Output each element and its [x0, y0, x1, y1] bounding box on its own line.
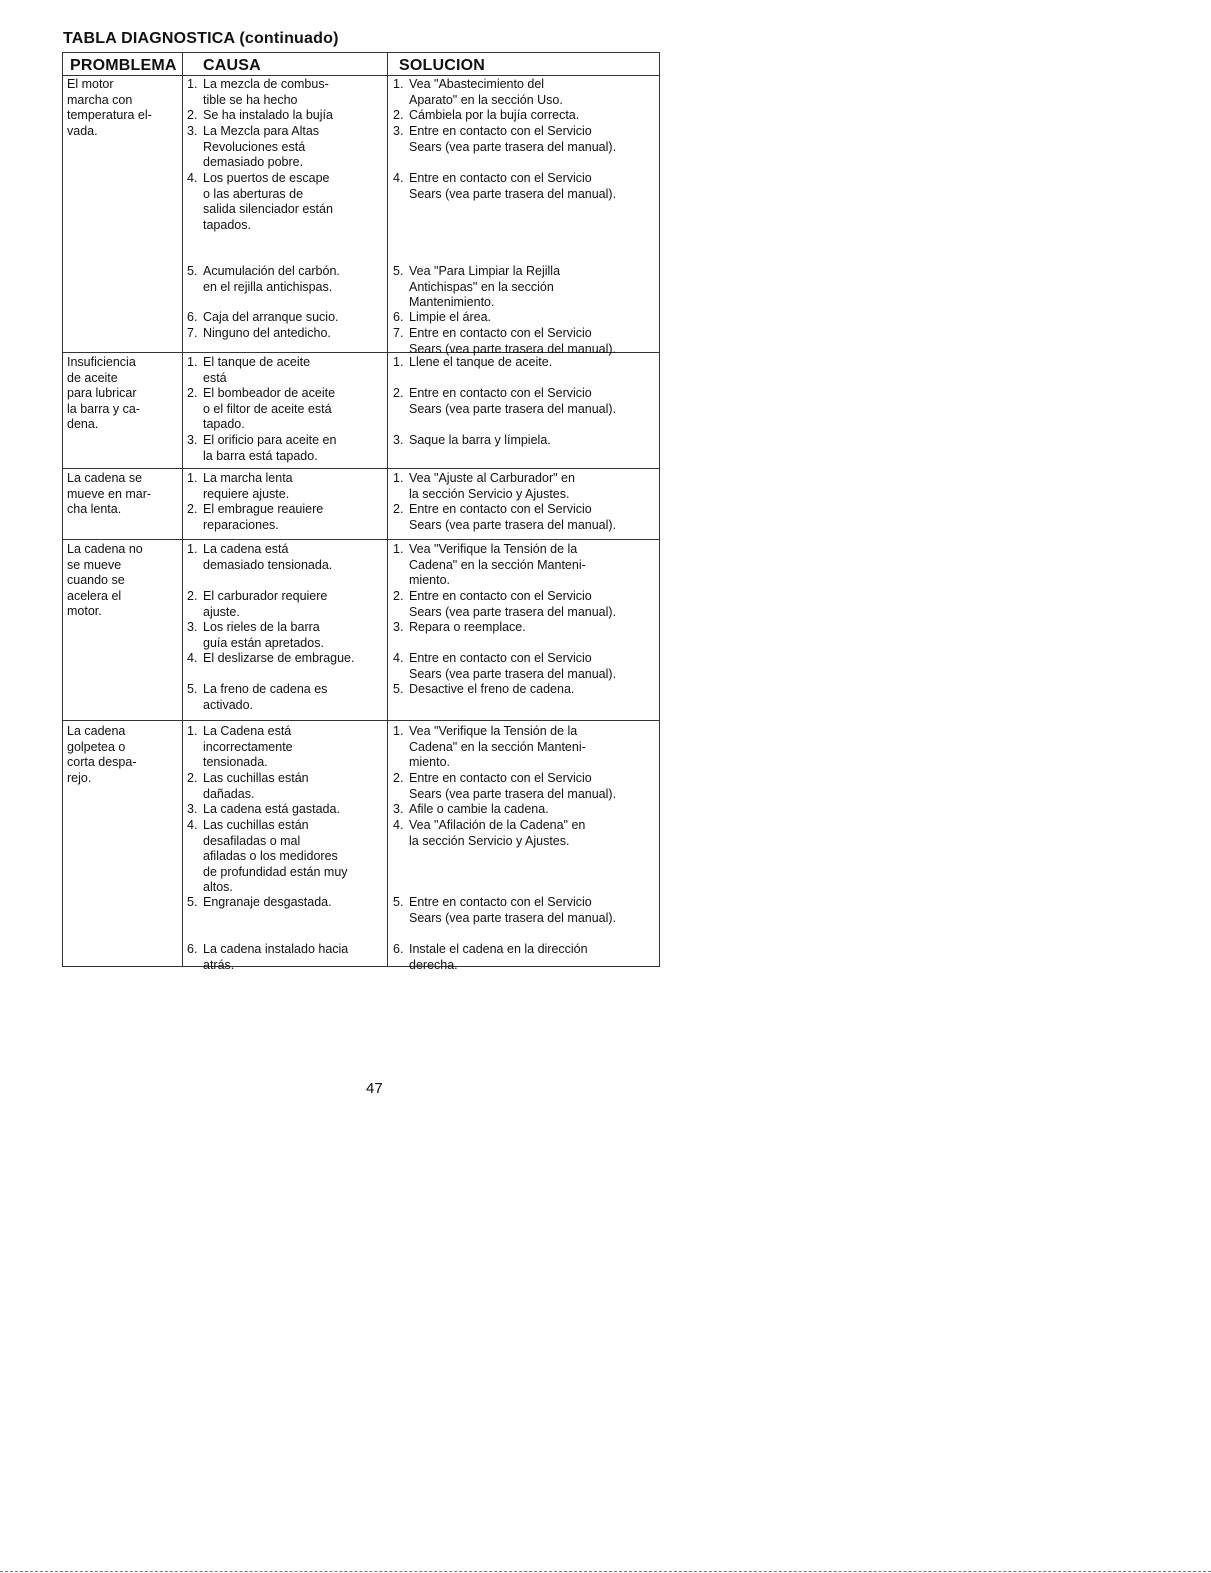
- item-text: Afile o cambie la cadena.: [409, 802, 549, 816]
- item-text: Vea "Verifique la Tensión de la Cadena" en la sección Manteni- miento.: [409, 724, 586, 770]
- cause-item: [187, 802, 391, 818]
- solution-item: [393, 818, 657, 849]
- item-number: 4.: [393, 651, 404, 665]
- item-number: 1.: [393, 355, 404, 369]
- item-number: 6.: [393, 310, 404, 324]
- cause-item: [187, 818, 391, 896]
- item-text: Desactive el freno de cadena.: [409, 682, 575, 696]
- solution-item: [393, 502, 657, 533]
- item-number: 4.: [393, 171, 404, 185]
- item-number: 1.: [187, 724, 198, 738]
- item-text: Entre en contacto con el Servicio Sears (vea parte trasera del manual).: [409, 771, 617, 801]
- solution-item: [393, 326, 657, 357]
- item-text: Los rieles de la barra guía están apretados.: [203, 620, 324, 650]
- item-text: Las cuchillas están dañadas.: [203, 771, 309, 801]
- item-number: 6.: [187, 942, 198, 956]
- row-divider-3: [63, 539, 659, 540]
- item-text: Repara o reemplace.: [409, 620, 526, 634]
- item-number: 1.: [187, 355, 198, 369]
- item-number: 7.: [393, 326, 404, 340]
- item-text: El bombeador de aceite o el filtor de aceite está tapado.: [203, 386, 336, 432]
- item-number: 1.: [393, 471, 404, 485]
- item-text: Las cuchillas están desafiladas o mal afiladas o los medidores de profundidad están muy altos.: [203, 818, 348, 895]
- cause-item: [187, 502, 391, 533]
- cause-item: [187, 682, 391, 713]
- item-number: 2.: [187, 502, 198, 516]
- cause-item: [187, 724, 391, 771]
- item-number: 5.: [393, 682, 404, 696]
- solution-item: [393, 124, 657, 155]
- problem-cell: La cadena no se mueve cuando se acelera el motor.: [67, 542, 143, 619]
- item-number: 5.: [393, 895, 404, 909]
- item-number: 1.: [393, 542, 404, 556]
- item-text: El carburador requiere ajuste.: [203, 589, 328, 619]
- item-number: 2.: [393, 502, 404, 516]
- cause-item: [187, 77, 391, 108]
- cause-item: [187, 326, 391, 342]
- row-divider-2: [63, 468, 659, 469]
- item-number: 5.: [187, 264, 198, 278]
- header-problem: PROMBLEMA: [70, 57, 177, 74]
- problem-cell: Insuficiencia de aceite para lubricar la barra y ca- dena.: [67, 355, 140, 432]
- item-text: La Mezcla para Altas Revoluciones está demasiado pobre.: [203, 124, 320, 170]
- solution-item: [393, 471, 657, 502]
- item-number: 2.: [187, 771, 198, 785]
- item-text: Vea "Ajuste al Carburador" en la sección Servicio y Ajustes.: [409, 471, 575, 501]
- item-number: 3.: [393, 802, 404, 816]
- cause-item: [187, 264, 391, 295]
- item-text: Entre en contacto con el Servicio Sears (vea parte trasera del manual).: [409, 124, 617, 154]
- item-number: 1.: [393, 77, 404, 91]
- header-cause: CAUSA: [203, 57, 261, 74]
- item-number: 3.: [187, 802, 198, 816]
- item-number: 4.: [187, 651, 198, 665]
- item-number: 1.: [187, 542, 198, 556]
- cause-item: [187, 620, 391, 651]
- solution-item: [393, 433, 657, 449]
- cause-item: [187, 471, 391, 502]
- solution-item: [393, 771, 657, 802]
- item-number: 6.: [393, 942, 404, 956]
- item-text: Llene el tanque de aceite.: [409, 355, 553, 369]
- item-number: 1.: [187, 77, 198, 91]
- item-text: Entre en contacto con el Servicio Sears (vea parte trasera del manual).: [409, 326, 617, 356]
- solution-item: [393, 620, 657, 636]
- cause-item: [187, 171, 391, 233]
- item-number: 2.: [393, 589, 404, 603]
- item-text: La cadena instalado hacia atrás.: [203, 942, 349, 972]
- item-text: La cadena está gastada.: [203, 802, 340, 816]
- item-text: La cadena está demasiado tensionada.: [203, 542, 333, 572]
- item-number: 1.: [393, 724, 404, 738]
- page-title: TABLA DIAGNOSTICA (continuado): [63, 30, 339, 47]
- solution-item: [393, 724, 657, 771]
- item-number: 6.: [187, 310, 198, 324]
- column-divider-problem-cause: [182, 53, 183, 966]
- item-text: Los puertos de escape o las aberturas de salida silenciador están tapados.: [203, 171, 333, 232]
- item-text: Vea "Para Limpiar la Rejilla Antichispas" en la sección Mantenimiento.: [409, 264, 561, 310]
- cause-item: [187, 355, 391, 386]
- cause-item: [187, 942, 391, 973]
- item-number: 3.: [393, 124, 404, 138]
- cause-item: [187, 310, 391, 326]
- cause-item: [187, 108, 391, 124]
- item-number: 1.: [187, 471, 198, 485]
- item-text: El tanque de aceite está: [203, 355, 311, 385]
- cause-item: [187, 433, 391, 464]
- item-text: Cámbiela por la bujía correcta.: [409, 108, 580, 122]
- item-text: Ninguno del antedicho.: [203, 326, 331, 340]
- solution-item: [393, 355, 657, 371]
- solution-item: [393, 108, 657, 124]
- item-number: 2.: [187, 589, 198, 603]
- solution-item: [393, 589, 657, 620]
- item-number: 5.: [187, 895, 198, 909]
- item-number: 7.: [187, 326, 198, 340]
- problem-cell: La cadena se mueve en mar- cha lenta.: [67, 471, 152, 517]
- diagnostic-table: [62, 52, 660, 972]
- item-text: El deslizarse de embrague.: [203, 651, 355, 665]
- item-number: 4.: [187, 171, 198, 185]
- item-text: Vea "Abastecimiento del Aparato" en la sección Uso.: [409, 77, 563, 107]
- item-number: 3.: [187, 433, 198, 447]
- item-text: Instale el cadena en la dirección derecha.: [409, 942, 588, 972]
- item-number: 2.: [393, 386, 404, 400]
- cause-item: [187, 542, 391, 573]
- cause-item: [187, 589, 391, 620]
- solution-item: [393, 802, 657, 818]
- solution-item: [393, 77, 657, 108]
- row-divider-4: [63, 720, 659, 721]
- cause-item: [187, 895, 391, 911]
- page-number: 47: [366, 1080, 383, 1097]
- item-text: Acumulación del carbón. en el rejilla antichispas.: [203, 264, 340, 294]
- solution-item: [393, 264, 657, 311]
- solution-item: [393, 651, 657, 682]
- item-text: Se ha instalado la bujía: [203, 108, 333, 122]
- item-text: La freno de cadena es activado.: [203, 682, 328, 712]
- item-text: Saque la barra y límpiela.: [409, 433, 551, 447]
- cause-item: [187, 771, 391, 802]
- item-text: La Cadena está incorrectamente tensionada.: [203, 724, 293, 770]
- item-number: 2.: [187, 108, 198, 122]
- item-text: El orificio para aceite en la barra está tapado.: [203, 433, 337, 463]
- item-text: Limpie el área.: [409, 310, 491, 324]
- item-number: 4.: [187, 818, 198, 832]
- item-text: Entre en contacto con el Servicio Sears (vea parte trasera del manual).: [409, 895, 617, 925]
- solution-item: [393, 310, 657, 326]
- header-divider: [63, 75, 659, 76]
- item-number: 5.: [187, 682, 198, 696]
- solution-item: [393, 171, 657, 202]
- item-text: Entre en contacto con el Servicio Sears (vea parte trasera del manual).: [409, 589, 617, 619]
- item-number: 2.: [393, 108, 404, 122]
- item-text: Caja del arranque sucio.: [203, 310, 339, 324]
- item-text: La mezcla de combus- tible se ha hecho: [203, 77, 329, 107]
- solution-item: [393, 386, 657, 417]
- item-number: 3.: [187, 620, 198, 634]
- item-number: 3.: [393, 620, 404, 634]
- problem-cell: La cadena golpetea o corta despa- rejo.: [67, 724, 137, 785]
- problem-cell: El motor marcha con temperatura el- vada.: [67, 77, 152, 138]
- solution-item: [393, 682, 657, 698]
- solution-item: [393, 542, 657, 589]
- item-number: 4.: [393, 818, 404, 832]
- item-number: 3.: [187, 124, 198, 138]
- item-text: Entre en contacto con el Servicio Sears (vea parte trasera del manual).: [409, 651, 617, 681]
- item-text: El embrague reauiere reparaciones.: [203, 502, 324, 532]
- cause-item: [187, 651, 391, 667]
- item-text: Engranaje desgastada.: [203, 895, 332, 909]
- item-text: Entre en contacto con el Servicio Sears (vea parte trasera del manual).: [409, 171, 617, 201]
- item-text: Vea "Afilación de la Cadena" en la sección Servicio y Ajustes.: [409, 818, 586, 848]
- cause-item: [187, 386, 391, 433]
- item-text: Vea "Verifique la Tensión de la Cadena" en la sección Manteni- miento.: [409, 542, 586, 588]
- header-solution: SOLUCION: [399, 57, 486, 74]
- cause-item: [187, 124, 391, 171]
- solution-item: [393, 895, 657, 926]
- solution-item: [393, 942, 657, 973]
- item-text: La marcha lenta requiere ajuste.: [203, 471, 293, 501]
- item-text: Entre en contacto con el Servicio Sears (vea parte trasera del manual).: [409, 502, 617, 532]
- item-text: Entre en contacto con el Servicio Sears (vea parte trasera del manual).: [409, 386, 617, 416]
- item-number: 2.: [187, 386, 198, 400]
- item-number: 5.: [393, 264, 404, 278]
- page-bottom-edge: [0, 1571, 1211, 1572]
- item-number: 3.: [393, 433, 404, 447]
- item-number: 2.: [393, 771, 404, 785]
